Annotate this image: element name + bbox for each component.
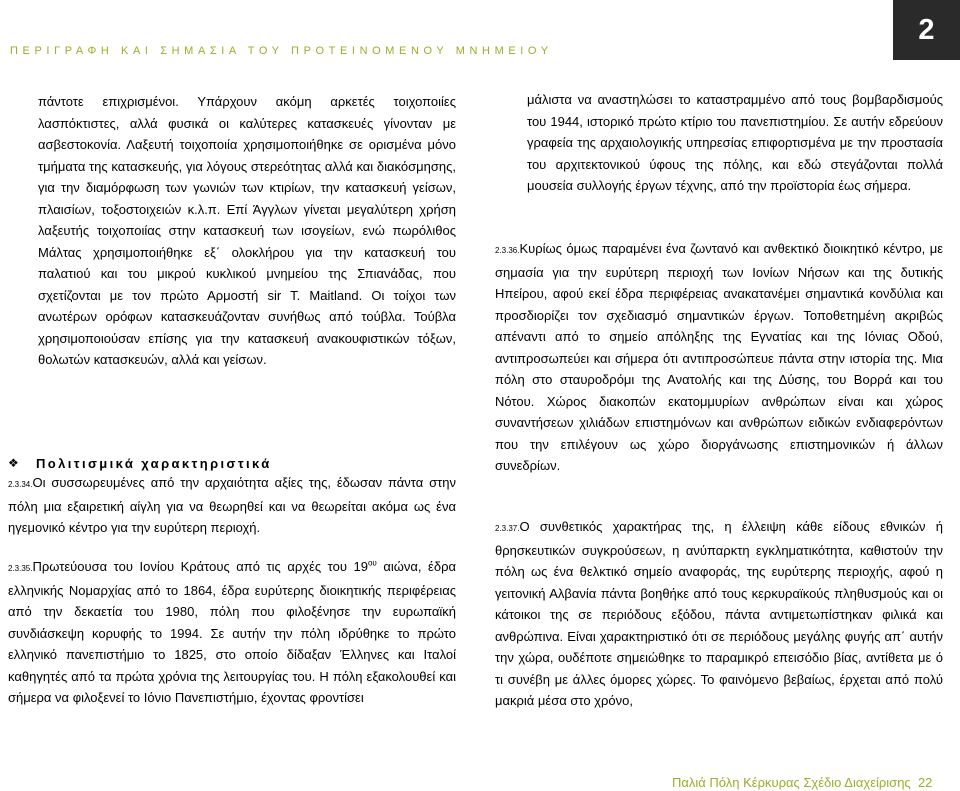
numbered-paragraph-2-3-34: [8, 472, 456, 539]
paragraph-number: 2.3.37.: [495, 524, 520, 533]
page-number: 22: [917, 775, 933, 790]
paragraph-text: μάλιστα να αναστηλώσει το καταστραμμένο από τους βομβαρδισμούς του 1944, ιστορικό πρώτο κτίριο του πανεπιστημίου. Σε αυτήν εδρεύουν γραφεία της αρχαιολογικής υπηρεσίας επιφορτισμένα με την προστασία του αρχιτεκτονικού ύφους της πόλης, και εδώ στεγάζονται πολλά μουσεία συλλογής έργων τέχνης, από την προϊστορία έως σήμερα.: [527, 92, 943, 193]
superscript: ου: [367, 558, 377, 568]
paragraph-number: 2.3.36.: [495, 246, 520, 255]
numbered-paragraph-2-3-35: [8, 556, 456, 709]
footer-text: Παλιά Πόλη Κέρκυρας Σχέδιο Διαχείρισης: [672, 775, 911, 790]
section-heading: [8, 454, 272, 472]
right-column-paragraph: [527, 89, 943, 197]
left-column-paragraph: [38, 91, 456, 371]
diamond-bullet-icon: ❖: [8, 456, 19, 470]
paragraph-number: 2.3.34.: [8, 480, 33, 489]
paragraph-text: Πρωτεύουσα του Ιονίου Κράτους από τις αρχές του 19: [32, 559, 368, 574]
page-footer: [672, 775, 932, 790]
paragraph-text: αιώνα, έδρα ελληνικής Νομαρχίας από το 1864, έδρα ευρύτερης διοικητικής περιφέρειας από την δεκαετία του 1980, πόλη που φιλοξένησε την ευρωπαϊκή συνδιάσκεψη κορυφής το 1994. Σε αυτήν την πόλη ιδρύθηκε το πρώτο ελληνικό πανεπιστήμιο το 1825, στο οποίο δίδαξαν Έλληνες και Ιταλοί καθηγητές από τα πρώτα χρόνια της λειτουργίας του. Η πόλη εξακολουθεί και σήμερα να φιλοξενεί το Ιόνιο Πανεπιστήμιο, έχοντας φροντίσει: [8, 559, 456, 705]
chapter-number: 2: [893, 0, 960, 60]
numbered-paragraph-2-3-36: [495, 238, 943, 477]
heading-text: Πολιτισμικά χαρακτηριστικά: [36, 455, 272, 471]
paragraph-number: 2.3.35.: [8, 564, 33, 573]
paragraph-text: Κυρίως όμως παραμένει ένα ζωντανό και ανθεκτικό διοικητικό κέντρο, με σημασία για την ευρύτερη περιοχή των Ιονίων Νήσων και της δυτικής Ηπείρου, αφού εκεί έδρα περιφέρειας ανακατανέμει σημαντικά κονδύλια και προσδιορίζει τον σχεδιασμό σημαντικών έργων. Τοποθετημένη ακριβώς απέναντι από το σημείο απόληξης της Εγνατίας και της Ιόνιας Οδού, αντιπροσωπεύει και σήμερα ότι αντιπροσώπευε πάντα στην ιστορία της. Μια πόλη στο σταυροδρόμι της Ανατολής και της Δύσης, του Βορρά και του Νότου. Χώρος διακοπών εκατομμυρίων ανθρώπων είναι και χώρος συναντήσεων χιλιάδων επιστημόνων και ανθρώπων ειδικών ενδιαφερόντων που την επιλέγουν ως χώρο διοργάνωσης επιστημονικών ή άλλων συνεδρίων.: [495, 241, 943, 473]
paragraph-text: Ο συνθετικός χαρακτήρας της, η έλλειψη κάθε είδους εθνικών ή θρησκευτικών συγκρούσεων, η ανύπαρκτη εγκληματικότητα, καθιστούν την πόλη ως ένα θελκτικό σημείο αναφοράς, της ευρύτερης περιοχής, αφού η γειτονική Αλβανία πάντα βοηθήκε από τους κερκυραϊκούς πληθυσμούς και οι κάτοικοι της σε περιόδους εξόδου, πάντα αντιμετωπίστηκαν φιλικά και ανθρώπινα. Είναι χαρακτηριστικό ότι σε περιόδους μεγάλης φυγής απ΄ αυτήν την χώρα, ουδέποτε σημειώθηκε το παραμικρό επεισόδιο βίας, αντίθετα με ό τι συνέβη με άλλες όμορες χώρες. Το φαινόμενο βεβαίως, έρχεται από πολύ μακριά μέσα στο χρόνο,: [495, 519, 943, 708]
section-title: ΠΕΡΙΓΡΑΦΗ ΚΑΙ ΣΗΜΑΣΙΑ ΤΟΥ ΠΡΟΤΕΙΝΟΜΕΝΟΥ ΜΝΗΜΕΙΟΥ: [10, 45, 553, 57]
numbered-paragraph-2-3-37: [495, 516, 943, 712]
paragraph-text: Οι συσσωρευμένες από την αρχαιότητα αξίες της, έδωσαν πάντα στην πόλη μια εξαιρετική αίγλη για να θεωρηθεί και να θεωρείται ακόμα ως ένα ηγεμονικό κέντρο για την ευρύτερη περιοχή.: [8, 475, 456, 535]
paragraph-text: πάντοτε επιχρισμένοι. Υπάρχουν ακόμη αρκετές τοιχοποιίες λασπόκτιστες, αλλά φυσικά οι καλύτερες κατασκευές γίνονταν με ασβεστοκονία. Λαξευτή τοιχοποιία χρησιμοποιήθηκε σε ορισμένα μόνο τμήματα της κατασκευής, για λόγους στερεότητας αλλά και διακόσμησης, για την διαμόρφωση των γωνιών των κτιρίων, την κατασκευή γείσων, πλαισίων, τοξοστοιχειών κ.λ.π. Επί Άγγλων γίνεται μεγαλύτερη χρήση λαξευτής τοιχοποιίας στην κατασκευή των ισογείων, ενώ πωρόλιθος Μάλτας χρησιμοποιήθηκε εξ΄ ολοκλήρου για την κατασκευή του παλατιού και του μικρού κυκλικού μνημείου της Σπιανάδας, που σχετίζονται με τον πρώτο Αρμοστή sir T. Maitland. Οι τοίχοι των ανωτέρων ορόφων κατασκευάζονταν συνήθως από τούβλα. Τούβλα χρησιμοποιούσαν επίσης για την κατασκευή ανακουφιστικών τόξων, θολωτών κατασκευών, αλλά και γείσων.: [38, 94, 456, 367]
page-header: [0, 0, 960, 60]
